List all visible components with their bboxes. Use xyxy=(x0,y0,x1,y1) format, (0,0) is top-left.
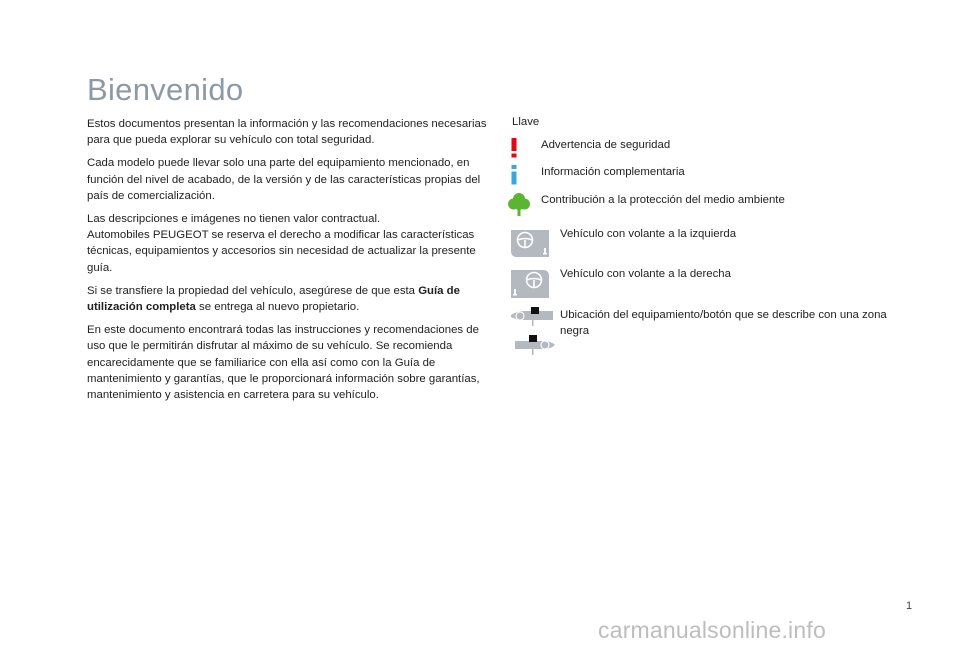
environment-tree-icon xyxy=(508,193,530,217)
legend-label-environment: Contribución a la protección del medio ambiente xyxy=(541,194,785,206)
intro-paragraph-5: En este documento encontrará todas las instrucciones y recomendaciones de uso que le permitirán disfrutar al máximo de su vehículo. Se recomienda encarecidamente que se familiarice con ella así como con la Guía de mantenimiento y garantías, que le proporcionará información sobre garantías, mantenimiento y asistencia en carretera para su vehículo. xyxy=(87,324,480,402)
info-i-icon xyxy=(510,165,518,185)
left-hand-drive-icon xyxy=(509,228,551,258)
intro-paragraph-3-line-1: Las descripciones e imágenes no tienen valor contractual. xyxy=(87,213,381,226)
legend-label-left-hand-drive: Vehículo con volante a la izquierda xyxy=(560,228,737,240)
equipment-location-icon xyxy=(511,307,557,357)
intro-paragraph-3 xyxy=(87,211,487,276)
intro-paragraph-4-end: se entrega al nuevo propietario. xyxy=(195,301,360,314)
intro-paragraph-4 xyxy=(87,283,487,315)
legend-heading: Llave xyxy=(512,116,540,128)
right-hand-drive-icon xyxy=(509,268,551,299)
intro-paragraph-2: Cada modelo puede llevar solo una parte del equipamiento mencionado, en función del nivel de acabado, de la versión y de las características propias del país de comercialización. xyxy=(87,157,481,202)
legend-label-right-hand-drive: Vehículo con volante a la derecha xyxy=(560,268,731,280)
guide-name-bold: Guía de utilización completa xyxy=(87,284,460,314)
intro-paragraph-3-line-2: Automobiles PEUGEOT se reserva el derecho a modificar las características técnicas, equipamientos y accesorios sin necesidad de actualizar la presente guía. xyxy=(87,229,476,274)
intro-paragraph-4-start: Si se transfiere la propiedad del vehículo, asegúrese de que esta xyxy=(87,284,419,297)
legend-label-warning: Advertencia de seguridad xyxy=(541,139,671,151)
watermark: carmanualsonline.info xyxy=(598,617,826,643)
intro-paragraph-1: Estos documentos presentan la información y las recomendaciones necesarias para que pueda explorar su vehículo con total seguridad. xyxy=(87,118,487,147)
intro-text xyxy=(87,116,487,410)
legend-label-info: Información complementaria xyxy=(541,166,685,178)
legend-label-equipment-location: Ubicación del equipamiento/botón que se describe con una zona negra xyxy=(560,309,887,337)
page-number: 1 xyxy=(906,600,913,612)
page-title: Bienvenido xyxy=(87,72,244,107)
warning-exclamation-icon xyxy=(510,138,518,158)
